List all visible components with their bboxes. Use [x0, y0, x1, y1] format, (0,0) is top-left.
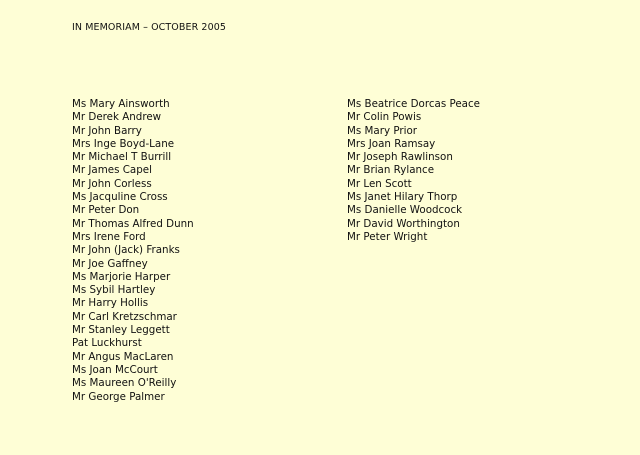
name-entry: Mrs Joan Ramsay: [347, 137, 436, 150]
name-entry: Mr Harry Hollis: [72, 297, 149, 310]
name-entry: Mr John (Jack) Franks: [72, 244, 180, 257]
name-entry: Ms Janet Hilary Thorp: [347, 191, 458, 204]
name-entry: Mr Len Scott: [347, 177, 412, 190]
name-entry: Mr Peter Wright: [347, 230, 428, 243]
name-entry: Ms Maureen O'Reilly: [72, 377, 177, 390]
name-entry: Ms Sybil Hartley: [72, 284, 156, 297]
name-entry: Mr David Worthington: [347, 217, 460, 230]
name-entry: Mr Peter Don: [72, 204, 140, 217]
name-entry: Pat Luckhurst: [72, 337, 142, 350]
name-entry: Mr George Palmer: [72, 390, 165, 403]
name-entry: Mrs Irene Ford: [72, 230, 146, 243]
name-entry: Ms Joan McCourt: [72, 363, 158, 376]
names-list-right: [347, 98, 480, 244]
name-entry: Mrs Inge Boyd-Lane: [72, 137, 175, 150]
name-entry: Mr John Corless: [72, 177, 152, 190]
name-entry: Ms Jacquline Cross: [72, 191, 168, 204]
name-entry: Mr John Barry: [72, 124, 142, 137]
name-entry: Mr Angus MacLaren: [72, 350, 174, 363]
name-entry: Mr Colin Powis: [347, 111, 422, 124]
name-entry: Ms Marjorie Harper: [72, 270, 171, 283]
name-entry: Mr Brian Rylance: [347, 164, 435, 177]
name-entry: Mr Joe Gaffney: [72, 257, 148, 270]
name-entry: Mr James Capel: [72, 164, 152, 177]
page-title: IN MEMORIAM – OCTOBER 2005: [72, 22, 226, 33]
name-entry: Mr Joseph Rawlinson: [347, 151, 453, 164]
name-entry: Mr Carl Kretzschmar: [72, 310, 177, 323]
names-list-left: [72, 98, 194, 404]
name-entry: Ms Beatrice Dorcas Peace: [347, 98, 480, 110]
name-entry: Mr Stanley Leggett: [72, 324, 170, 337]
name-entry: Mr Thomas Alfred Dunn: [72, 217, 194, 230]
name-entry: Ms Danielle Woodcock: [347, 204, 463, 217]
name-entry: Ms Mary Prior: [347, 124, 417, 137]
name-entry: Mr Michael T Burrill: [72, 151, 172, 164]
name-entry: Mr Derek Andrew: [72, 111, 162, 124]
name-entry: Ms Mary Ainsworth: [72, 98, 170, 110]
